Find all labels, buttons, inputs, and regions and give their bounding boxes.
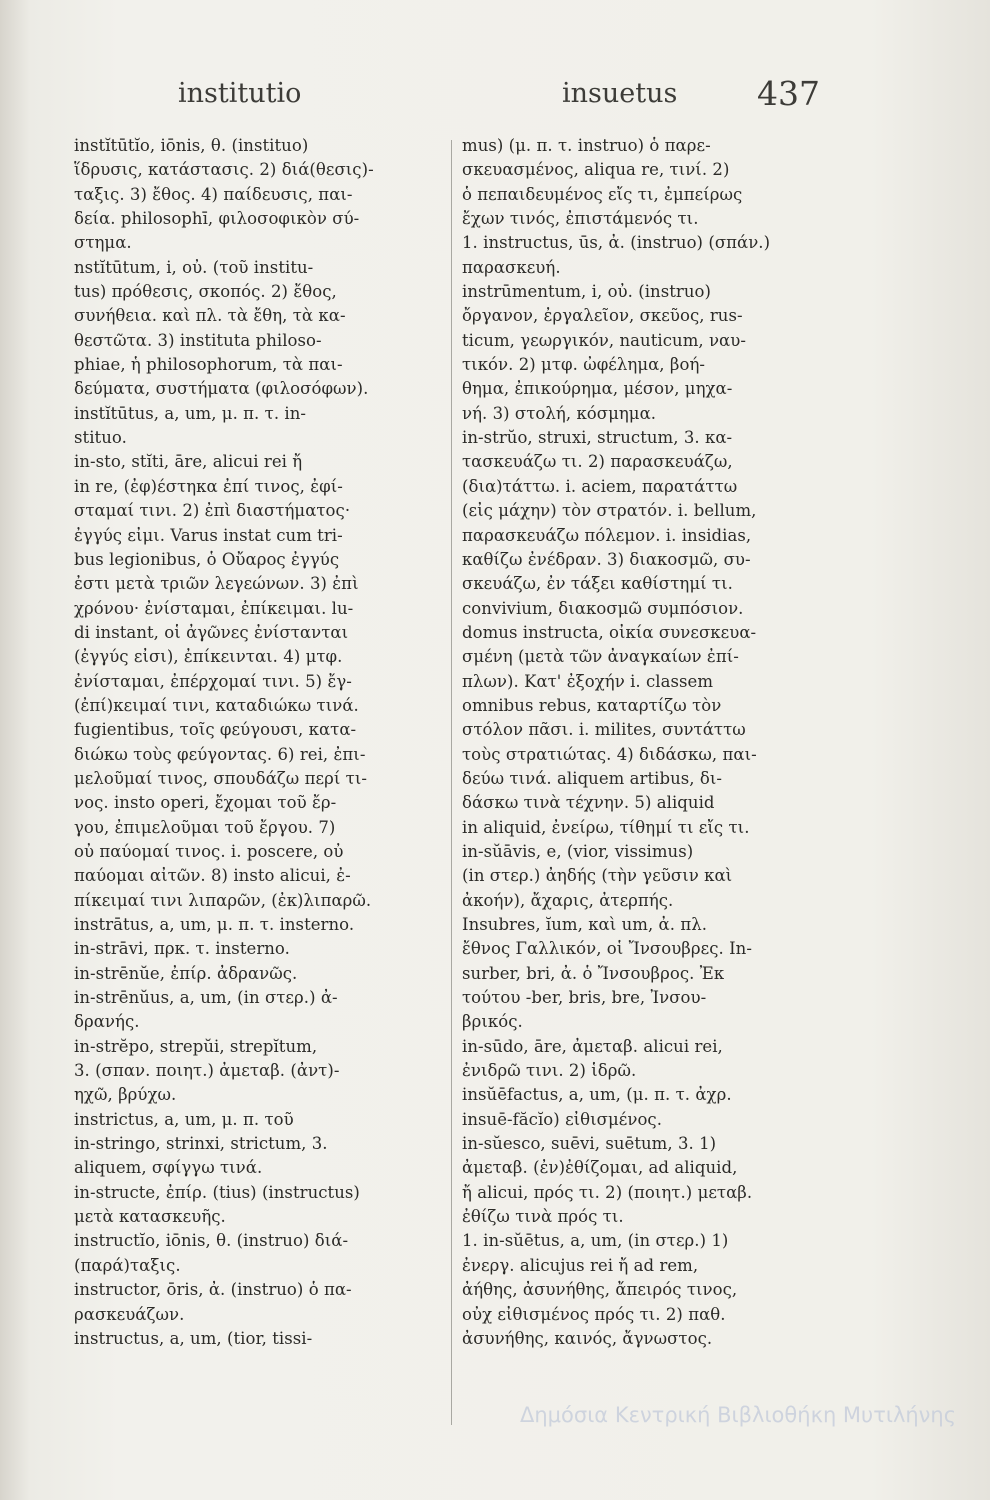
text-line: in-sŭesco, suēvi, suētum, 3. 1) <box>462 1134 717 1154</box>
text-line: ἐγγύς εἰμι. Varus instat cum tri- <box>74 525 343 545</box>
text-line: in-stringo, strinxi, strictum, 3. <box>74 1134 328 1154</box>
text-line: phiae, ἡ philosophorum, τὰ παι- <box>74 355 343 375</box>
text-line: insŭēfactus, a, um, (μ. π. τ. ἀχρ. <box>462 1085 732 1105</box>
text-line: ἀμεταβ. (ἐν)ἐθίζομαι, ad aliquid, <box>462 1158 738 1178</box>
text-line: ἀσυνήθης, καινός, ἄγνωστος. <box>462 1328 713 1348</box>
text-line: τοὺς στρατιώτας. 4) διδάσκω, παι- <box>462 744 757 764</box>
right-column <box>462 134 830 1351</box>
text-line: τασκευάζω τι. 2) παρασκευάζω, <box>462 452 733 472</box>
text-line: (ἐγγύς εἰσι), ἐπίκεινται. 4) μτφ. <box>74 647 343 667</box>
text-line: omnibus rebus, καταρτίζω τὸν <box>462 695 722 715</box>
text-line: instĭtūtus, a, um, μ. π. τ. in- <box>74 403 307 423</box>
text-line: θεστῶτα. 3) instituta philoso- <box>74 330 322 350</box>
text-line: aliquem, σφίγγω τινά. <box>74 1158 263 1178</box>
text-line: ταξις. 3) ἔθος. 4) παίδευσις, παι- <box>74 184 353 204</box>
text-line: Insubres, ĭum, καὶ um, ἀ. πλ. <box>462 915 708 934</box>
library-watermark: Δημόσια Κεντρική Βιβλιοθήκη Μυτιλήνης <box>520 1403 957 1427</box>
text-line: ticum, γεωργικόν, nauticum, ναυ- <box>462 330 746 350</box>
text-line: domus instructa, οἰκία συνεσκευα- <box>462 622 757 642</box>
text-line: in-structe, ἐπίρ. (tius) (instructus) <box>74 1182 360 1202</box>
text-line: in-sto, stĭti, āre, alicui rei ἤ <box>74 452 303 472</box>
text-line: ρασκευάζων. <box>74 1304 185 1324</box>
text-line: di instant, οἱ ἀγῶνες ἐνίστανται <box>74 622 349 642</box>
text-line: instructus, a, um, (tior, tissi- <box>74 1328 313 1348</box>
text-line: παρασκευάζω πόλεμον. i. insidias, <box>462 525 752 545</box>
text-line: συνήθεια. καὶ πλ. τὰ ἔθη, τὰ κα- <box>74 306 346 326</box>
text-line: δεία. philosophī, φιλοσοφικὸν σύ- <box>74 209 360 229</box>
text-line: καθίζω ἐνέδραν. 3) διακοσμῶ, συ- <box>462 549 751 569</box>
text-line: σκευάζω, ἐν τάξει καθίστημί τι. <box>462 574 733 594</box>
text-line: surber, bri, ἀ. ὁ Ἴνσουβρος. Ἐκ <box>462 963 725 983</box>
text-line: νή. 3) στολή, κόσμημα. <box>462 403 657 423</box>
text-line: ἐνεργ. alicujus rei ἤ ad rem, <box>462 1255 699 1275</box>
text-line: 1. in-sŭētus, a, um, (in στερ.) 1) <box>462 1231 729 1251</box>
left-guide-word: institutio <box>178 78 302 109</box>
text-line: in-strēnŭe, ἐπίρ. ἀδρανῶς. <box>74 963 298 983</box>
text-line: σμένη (μετὰ τῶν ἀναγκαίων ἐπί- <box>462 647 739 667</box>
text-line: σταμαί τινι. 2) ἐπὶ διαστήματος· <box>74 501 351 521</box>
text-line: tus) πρόθεσις, σκοπός. 2) ἔθος, <box>74 282 337 302</box>
text-line: ἐστι μετὰ τριῶν λεγεώνων. 3) ἐπὶ <box>74 574 359 594</box>
text-line: stituo. <box>74 428 127 448</box>
text-line: οὐ παύομαί τινος. i. poscere, οὐ <box>74 841 344 861</box>
text-line: 1. instructus, ūs, ἀ. (instruo) (σπάν.) <box>462 233 771 253</box>
text-line: ἐνίσταμαι, ἐπέρχομαί τινι. 5) ἔγ- <box>74 671 352 691</box>
text-line: (εἰς μάχην) τὸν στρατόν. i. bellum, <box>462 501 757 521</box>
text-line: δρανής. <box>74 1012 140 1032</box>
text-line: πλων). Κατ' ἐξοχήν i. classem <box>462 671 714 691</box>
text-line: δεύω τινά. aliquem artibus, δι- <box>462 768 723 788</box>
text-line: οὐχ εἰθισμένος πρός τι. 2) παθ. <box>462 1304 726 1324</box>
text-line: ἀήθης, ἀσυνήθης, ἄπειρός τινος, <box>462 1280 738 1300</box>
text-line: ἤ alicui, πρός τι. 2) (ποιητ.) μεταβ. <box>462 1182 753 1202</box>
text-line: instructor, ōris, ἀ. (instruo) ὁ πα- <box>74 1280 352 1300</box>
text-line: χρόνου· ἐνίσταμαι, ἐπίκειμαι. lu- <box>74 598 354 618</box>
text-line: σκευασμένος, aliqua re, τινί. 2) <box>462 160 730 180</box>
text-line: ἔθνος Γαλλικόν, οἱ Ἴνσουβρες. In- <box>462 939 752 959</box>
text-line: in-strĕpo, strepŭi, strepĭtum, <box>74 1036 318 1056</box>
text-line: mus) (μ. π. τ. instruo) ὁ παρε- <box>462 136 711 155</box>
text-line: instrictus, a, um, μ. π. τοῦ <box>74 1109 294 1129</box>
text-line: instrūmentum, i, οὐ. (instruo) <box>462 282 711 302</box>
text-line: (δια)τάττω. i. aciem, παρατάττω <box>462 476 738 496</box>
text-line: βρικός. <box>462 1012 523 1032</box>
text-line: πίκειμαί τινι λιπαρῶν, (ἐκ)λιπαρῶ. <box>74 890 372 910</box>
left-column <box>74 134 446 1351</box>
text-line: ὁ πεπαιδευμένος εἴς τι, ἐμπείρως <box>462 184 743 204</box>
text-line: στόλον πᾶσι. i. milites, συντάττω <box>462 720 746 740</box>
text-line: in-sūdo, āre, ἀμεταβ. alicui rei, <box>462 1036 723 1056</box>
column-divider <box>451 140 452 1425</box>
text-line: διώκω τοὺς φεύγοντας. 6) rei, ἐπι- <box>74 744 366 764</box>
text-line: instructĭo, iōnis, θ. (instruo) διά- <box>74 1231 349 1251</box>
text-line: insuē-făcĭo) εἰθισμένος. <box>462 1109 663 1129</box>
text-line: τικόν. 2) μτφ. ὠφέλημα, βοή- <box>462 355 706 375</box>
text-line: μελοῦμαί τινος, σπουδάζω περί τι- <box>74 768 367 788</box>
text-line: γου, ἐπιμελοῦμαι τοῦ ἔργου. 7) <box>74 817 336 837</box>
text-line: θημα, ἐπικούρημα, μέσον, μηχα- <box>462 379 733 399</box>
text-line: δάσκω τινὰ τέχνην. 5) aliquid <box>462 793 715 813</box>
text-line: ὄργανον, ἐργαλεῖον, σκεῦος, rus- <box>462 306 743 326</box>
text-line: in re, (ἐφ)έστηκα ἐπί τινος, ἐφί- <box>74 476 343 496</box>
text-line: ἀκοήν), ἄχαρις, ἀτερπής. <box>462 890 674 910</box>
text-line: ἐθίζω τινὰ πρός τι. <box>462 1207 624 1227</box>
text-line: in-sŭāvis, e, (vior, vissimus) <box>462 841 694 861</box>
page-number: 437 <box>757 74 820 113</box>
text-line: instrātus, a, um, μ. π. τ. insterno. <box>74 915 355 934</box>
text-line: τούτου -ber, bris, bre, Ἰνσου- <box>462 988 707 1008</box>
text-line: ἔχων τινός, ἐπιστάμενός τι. <box>462 209 699 229</box>
text-line: fugientibus, τοῖς φεύγουσι, κατα- <box>74 720 357 740</box>
text-line: instĭtūtĭo, iōnis, θ. (instituo) <box>74 136 309 155</box>
page-header <box>0 74 990 128</box>
text-line: (παρά)ταξις. <box>74 1255 181 1275</box>
text-line: 3. (σπαν. ποιητ.) ἀμεταβ. (ἀντ)- <box>74 1061 340 1081</box>
text-line: in-strēnŭus, a, um, (in στερ.) ἀ- <box>74 988 338 1008</box>
text-line: ἵδρυσις, κατάστασις. 2) διά(θεσις)- <box>74 160 374 180</box>
text-line: ηχῶ, βρύχω. <box>74 1085 177 1105</box>
text-line: nstĭtūtum, i, οὐ. (τοῦ institu- <box>74 257 314 277</box>
text-line: νος. insto operi, ἔχομαι τοῦ ἔρ- <box>74 793 337 813</box>
text-line: in-strŭo, struxi, structum, 3. κα- <box>462 428 733 448</box>
text-line: in-strāvi, πρκ. τ. insterno. <box>74 939 290 959</box>
text-line: (in στερ.) ἀηδής (τὴν γεῦσιν καὶ <box>462 866 733 886</box>
text-line: παρασκευή. <box>462 257 561 277</box>
text-line: in aliquid, ἐνείρω, τίθημί τι εἴς τι. <box>462 817 750 837</box>
text-line: ἐνιδρῶ τινι. 2) ἱδρῶ. <box>462 1061 637 1081</box>
text-line: παύομαι αἰτῶν. 8) insto alicui, ἐ- <box>74 866 351 886</box>
text-line: μετὰ κατασκευῆς. <box>74 1207 226 1227</box>
text-line: στημα. <box>74 233 132 253</box>
text-line: δεύματα, συστήματα (φιλοσόφων). <box>74 379 369 399</box>
text-line: (ἐπί)κειμαί τινι, καταδιώκω τινά. <box>74 695 359 715</box>
right-guide-word: insuetus <box>562 78 678 109</box>
text-line: bus legionibus, ὁ Οὔαρος ἐγγύς <box>74 549 340 569</box>
text-line: convivium, διακοσμῶ συμπόσιον. <box>462 598 744 618</box>
